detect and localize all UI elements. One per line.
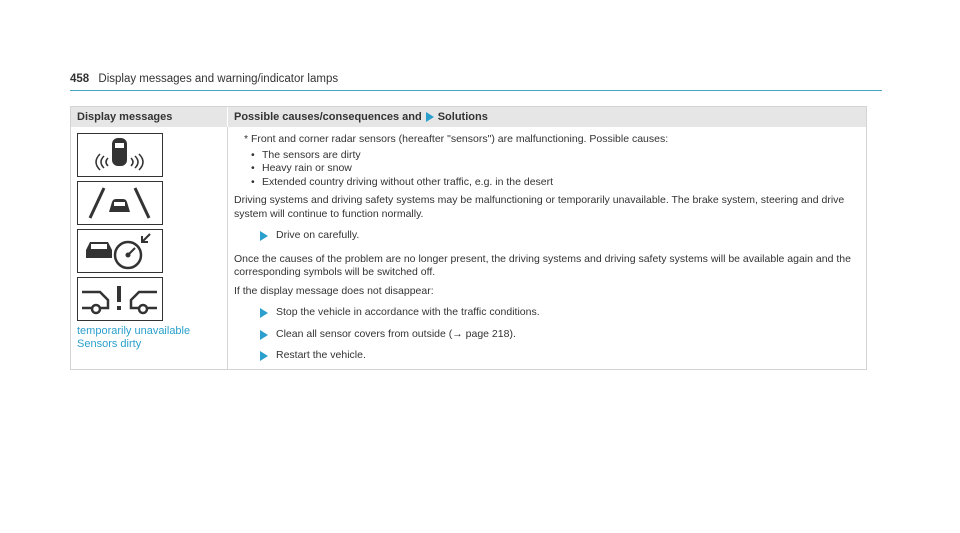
- sensor-car-icon: [77, 133, 163, 177]
- action-text: Drive on carefully.: [276, 229, 360, 241]
- action-arrow-icon: [260, 330, 268, 340]
- display-messages-table: [70, 106, 867, 370]
- col-solutions-header-text: Solutions: [437, 111, 488, 123]
- causes-list: [234, 149, 856, 190]
- page-title: Display messages and warning/indicator lamps: [98, 73, 339, 85]
- action-step: [234, 328, 856, 342]
- col-causes-header: [228, 107, 866, 127]
- action-arrow-icon: [260, 308, 268, 318]
- warning-cars-icon: [77, 277, 163, 321]
- consequence-paragraph: Driving systems and driving safety systems may be malfunctioning or temporarily unavailable. The brake system, steering and drive system will continue to function normally.: [234, 194, 845, 220]
- page-header: [70, 73, 882, 91]
- condition-paragraph: If the display message does not disappear:: [234, 284, 434, 297]
- speedometer-car-icon: [77, 229, 163, 273]
- list-item: • Extended country driving without other traffic, e.g. in the desert: [262, 176, 856, 190]
- status-unavailable: temporarily unavailable: [77, 325, 191, 337]
- page-number: 458: [70, 73, 90, 85]
- footnote-text: * Front and corner radar sensors (hereafter "sensors") are malfunctioning. Possible causes:: [244, 133, 669, 145]
- solution-arrow-icon: [426, 112, 434, 122]
- action-text[interactable]: Clean all sensor covers from outside (→ page 218).: [276, 327, 516, 340]
- list-item: • The sensors are dirty: [262, 149, 856, 163]
- action-text: Restart the vehicle.: [276, 349, 366, 361]
- action-step: [234, 349, 856, 363]
- table-header: [71, 107, 866, 127]
- list-item: • Heavy rain or snow: [262, 162, 856, 176]
- recovery-paragraph: Once the causes of the problem are no longer present, the driving systems and driving safety systems will be available again and the corresponding symbols will be switched off.: [234, 252, 851, 278]
- action-text: Stop the vehicle in accordance with the traffic conditions.: [276, 306, 540, 318]
- causes-solutions-cell: [228, 127, 866, 369]
- action-step: [234, 306, 856, 320]
- display-message-cell: [71, 127, 228, 369]
- col-causes-header-text: Possible causes/consequences and: [234, 111, 422, 123]
- lane-car-icon: [77, 181, 163, 225]
- action-step: [234, 229, 856, 243]
- col-display-messages-header: Display messages: [71, 107, 228, 127]
- action-arrow-icon: [260, 351, 268, 361]
- action-arrow-icon: [260, 231, 268, 241]
- status-sensors-dirty: Sensors dirty: [77, 338, 142, 350]
- table-row: [71, 127, 866, 369]
